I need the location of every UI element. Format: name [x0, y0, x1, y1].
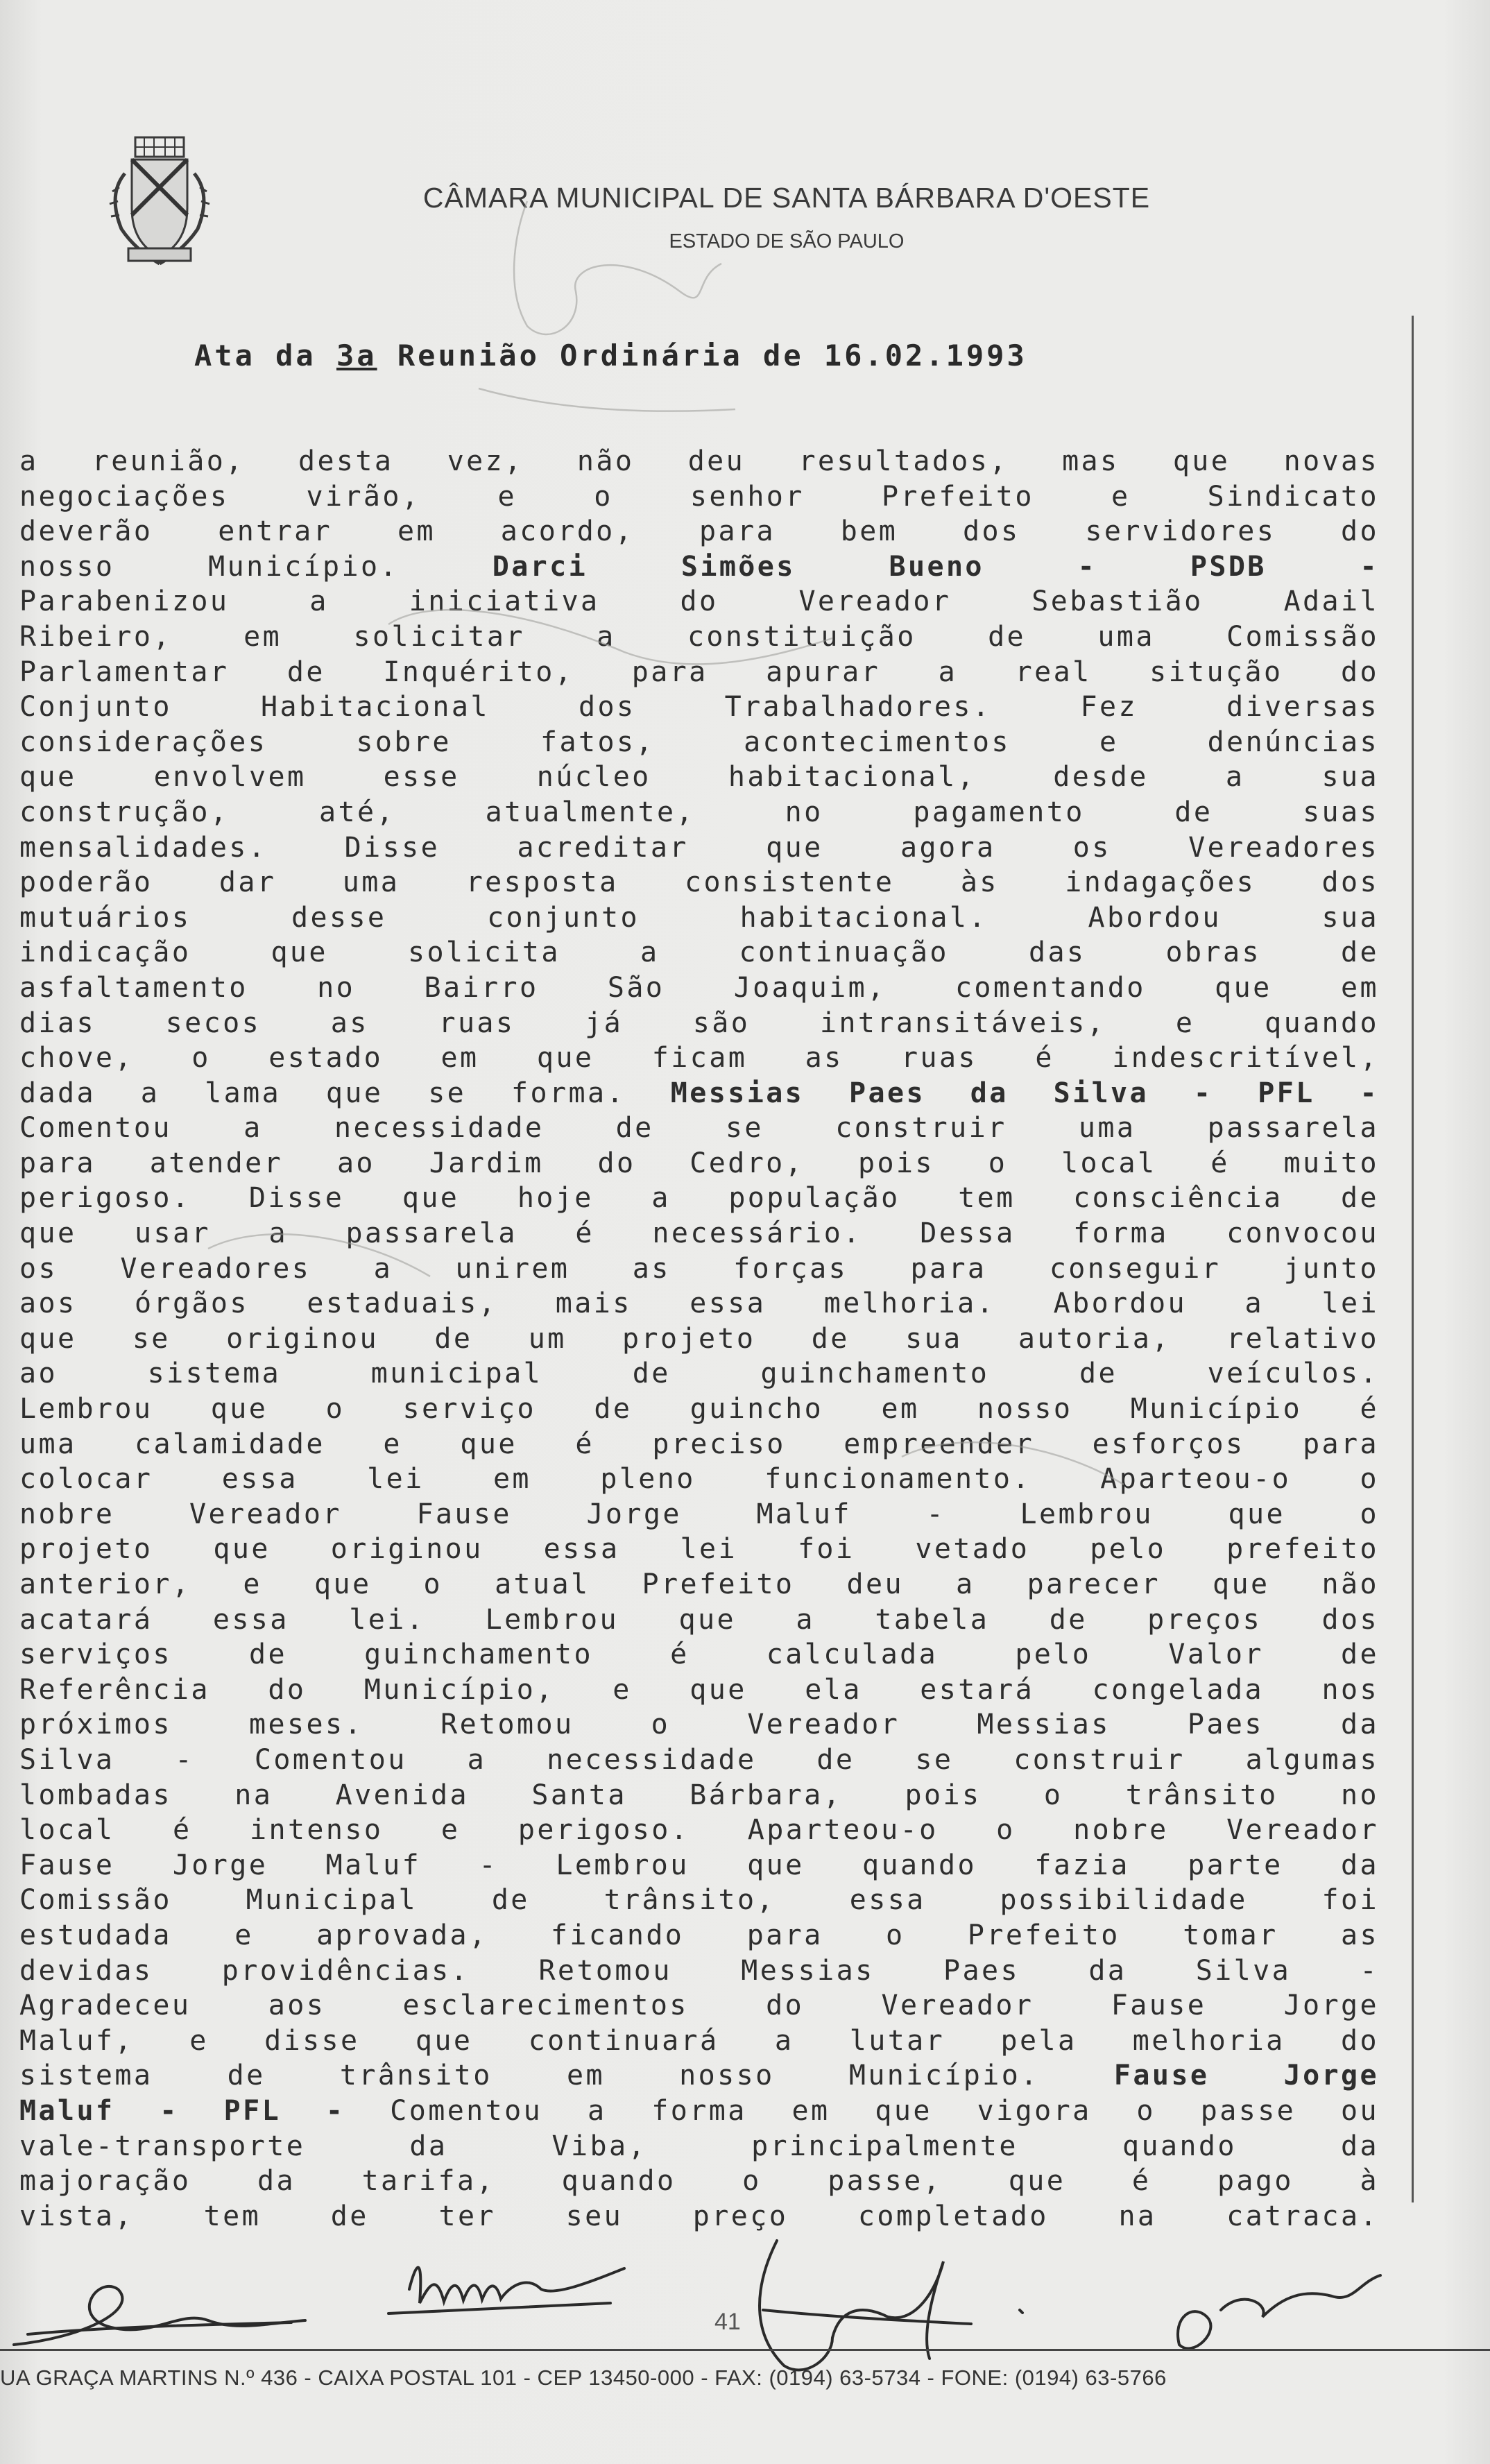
body-text-run: próximos meses. Retomou o Vereador Messias Paes da [19, 1709, 1379, 1741]
body-line [19, 690, 1379, 725]
body-text-run: Maluf, e disse que continuará a lutar pela melhoria do [19, 2024, 1379, 2057]
body-line [19, 619, 1379, 655]
page-number: 41 [714, 2309, 741, 2335]
body-line [19, 1637, 1379, 1672]
body-text-run: asfaltamento no Bairro São Joaquim, comentando que em [19, 971, 1379, 1004]
body-line [19, 549, 1379, 585]
body-line [19, 1883, 1379, 1918]
body-text-run: Comentou a forma em que vigora o passe ou [345, 2094, 1379, 2127]
body-text-run: os Vereadores a unirem as forças para conseguir junto [19, 1252, 1379, 1285]
body-line [19, 865, 1379, 900]
body-line [19, 1988, 1379, 2024]
body-text-run: Comentou a necessidade de se construir uma passarela [19, 1112, 1379, 1145]
body-text-run: Conjunto Habitacional dos Trabalhadores. Fez diversas [19, 691, 1379, 724]
body-text-run: projeto que originou essa lei foi vetado pelo prefeito [19, 1533, 1379, 1566]
body-line [19, 1497, 1379, 1532]
body-text-run: Lembrou que o serviço de guincho em nosso Município é [19, 1393, 1379, 1426]
body-text-run: mutuários desse conjunto habitacional. Abordou sua [19, 901, 1379, 934]
body-text-run: estudada e aprovada, ficando para o Prefeito tomar as [19, 1919, 1379, 1951]
body-line [19, 1251, 1379, 1287]
state-name: ESTADO DE SÃO PAULO [669, 230, 905, 253]
council-name: CÂMARA MUNICIPAL DE SANTA BÁRBARA D'OESTE [422, 182, 1151, 214]
body-line [19, 795, 1379, 830]
minutes-title [194, 339, 1027, 373]
title-ordinal: 3a [336, 339, 377, 373]
title-suffix: Reunião Ordinária de 16.02.1993 [377, 339, 1027, 373]
body-line [19, 1707, 1379, 1743]
body-line [19, 1111, 1379, 1146]
margin-rule [1412, 316, 1414, 2202]
body-text-run: deverão entrar em acordo, para bem dos servidores do [19, 515, 1379, 548]
body-text-run: chove, o estado em que ficam as ruas é indescritível, [19, 1042, 1379, 1075]
body-line [19, 1918, 1379, 1953]
body-text-run: considerações sobre fatos, acontecimentos e denúncias [19, 726, 1379, 758]
body-text-run: lombadas na Avenida Santa Bárbara, pois o trânsito no [19, 1779, 1379, 1811]
body-line [19, 1181, 1379, 1216]
body-text-run: Agradeceu aos esclarecimentos do Vereador Fause Jorge [19, 1990, 1379, 2022]
body-text-run: Referência do Município, e que ela estará congelada nos [19, 1673, 1379, 1706]
body-line [19, 584, 1379, 619]
body-line [19, 1321, 1379, 1357]
body-line [19, 935, 1379, 970]
body-text-run: serviços de guinchamento é calculada pelo Valor de [19, 1639, 1379, 1671]
body-line [19, 1532, 1379, 1567]
body-text-run: para atender ao Jardim do Cedro, pois o local é muito [19, 1147, 1379, 1179]
body-line [19, 1286, 1379, 1321]
footer-address: UA GRAÇA MARTINS N.º 436 - CAIXA POSTAL 101 - CEP 13450-000 - FAX: (0194) 63-5734 - FONE: (0194) 63-5766 [0, 2365, 1167, 2390]
body-text-run: nosso Município. [19, 550, 493, 583]
body-text-run: vista, tem de ter seu preço completado na catraca. [19, 2200, 1379, 2232]
body-text-run: local é intenso e perigoso. Aparteou-o o nobre Vereador [19, 1814, 1379, 1847]
body-text-run: majoração da tarifa, quando o passe, que é pago à [19, 2165, 1379, 2198]
minutes-body [19, 444, 1379, 2234]
body-line [19, 655, 1379, 690]
body-line [19, 970, 1379, 1006]
body-line [19, 1356, 1379, 1392]
body-line [19, 1672, 1379, 1708]
body-line [19, 514, 1379, 549]
body-line [19, 479, 1379, 515]
body-text-run: nobre Vereador Fause Jorge Maluf - Lembrou que o [19, 1498, 1379, 1530]
body-text-run: mensalidades. Disse acreditar que agora os Vereadores [19, 831, 1379, 864]
body-text-run: acatará essa lei. Lembrou que a tabela de preços dos [19, 1603, 1379, 1636]
body-line [19, 830, 1379, 866]
body-line [19, 1813, 1379, 1848]
body-text-run: perigoso. Disse que hoje a população tem consciência de [19, 1182, 1379, 1215]
body-line [19, 1146, 1379, 1181]
body-line [19, 2129, 1379, 2164]
body-line [19, 1427, 1379, 1462]
body-text-run: Silva - Comentou a necessidade de se construir algumas [19, 1743, 1379, 1776]
body-text-run: vale-transporte da Viba, principalmente quando da [19, 2130, 1379, 2162]
body-text-run: Ribeiro, em solicitar a constituição de uma Comissão [19, 620, 1379, 653]
body-line [19, 1602, 1379, 1638]
body-text-run: indicação que solicita a continuação das obras de [19, 936, 1379, 969]
body-line [19, 2094, 1379, 2129]
body-text-run: Fause Jorge Maluf - Lembrou que quando fazia parte da [19, 1849, 1379, 1881]
speaker-name: Fause Jorge [1113, 2060, 1379, 2092]
body-line [19, 2024, 1379, 2059]
body-text-run: anterior, e que o atual Prefeito deu a parecer que não [19, 1568, 1379, 1600]
body-text-run: sistema de trânsito em nosso Município. [19, 2060, 1114, 2092]
body-text-run: construção, até, atualmente, no pagamento de suas [19, 796, 1379, 828]
speaker-name: Maluf - PFL - [19, 2094, 345, 2127]
body-text-run: colocar essa lei em pleno funcionamento. Aparteou-o o [19, 1463, 1379, 1496]
body-text-run: uma calamidade e que é preciso empreender esforços para [19, 1428, 1379, 1460]
body-line [19, 2164, 1379, 2199]
body-line [19, 1462, 1379, 1497]
body-text-run: ao sistema municipal de guinchamento de veículos. [19, 1358, 1379, 1390]
body-text-run: a reunião, desta vez, não deu resultados, mas que novas [19, 445, 1379, 477]
body-line [19, 760, 1379, 795]
speaker-name: Darci Simões Bueno - PSDB - [492, 550, 1379, 583]
body-text-run: dada a lama que se forma. [19, 1077, 671, 1109]
body-text-run: aos órgãos estaduais, mais essa melhoria. Abordou a lei [19, 1287, 1379, 1320]
body-text-run: Parlamentar de Inquérito, para apurar a real situção do [19, 656, 1379, 688]
body-text-run: poderão dar uma resposta consistente às indagações dos [19, 866, 1379, 899]
body-line [19, 1216, 1379, 1251]
body-line [19, 2199, 1379, 2234]
body-line [19, 900, 1379, 936]
body-text-run: Comissão Municipal de trânsito, essa possibilidade foi [19, 1884, 1379, 1917]
body-text-run: Parabenizou a iniciativa do Vereador Sebastião Adail [19, 585, 1379, 618]
body-text-run: que se originou de um projeto de sua autoria, relativo [19, 1322, 1379, 1355]
body-text-run: que usar a passarela é necessário. Dessa forma convocou [19, 1217, 1379, 1250]
body-text-run: devidas providências. Retomou Messias Paes da Silva - [19, 1954, 1379, 1987]
body-line [19, 1848, 1379, 1883]
body-line [19, 1041, 1379, 1076]
body-line [19, 1953, 1379, 1989]
footer-divider [0, 2349, 1490, 2351]
body-line [19, 1392, 1379, 1427]
title-prefix: Ata da [194, 339, 337, 373]
body-line [19, 1743, 1379, 1778]
body-line [19, 1076, 1379, 1111]
body-line [19, 444, 1379, 479]
body-line [19, 1006, 1379, 1041]
body-line [19, 1778, 1379, 1813]
speaker-name: Messias Paes da Silva - PFL - [670, 1077, 1379, 1109]
body-line [19, 2058, 1379, 2094]
body-line [19, 1567, 1379, 1602]
body-text-run: dias secos as ruas já são intransitáveis, e quando [19, 1007, 1379, 1039]
body-text-run: negociações virão, e o senhor Prefeito e Sindicato [19, 480, 1379, 513]
body-line [19, 725, 1379, 760]
body-text-run: que envolvem esse núcleo habitacional, desde a sua [19, 761, 1379, 794]
